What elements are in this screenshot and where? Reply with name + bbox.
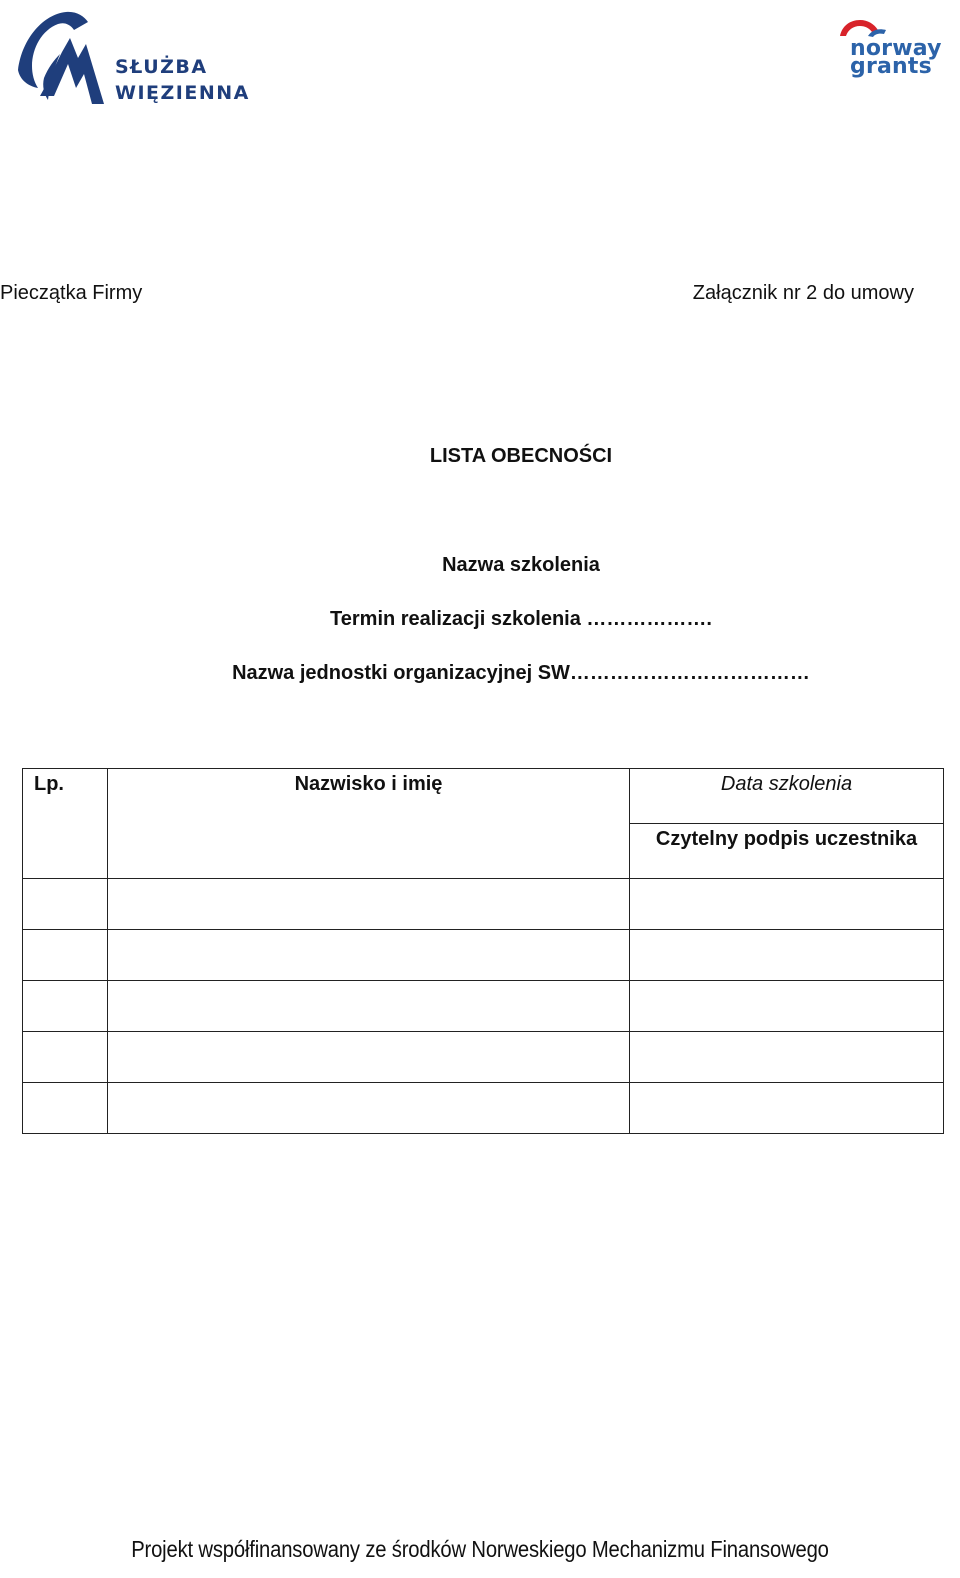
organizational-unit-label: Nazwa jednostki organizacyjnej SW……………………………… xyxy=(232,662,810,684)
name-cell[interactable] xyxy=(108,930,630,981)
name-cell[interactable] xyxy=(108,879,630,930)
logo-left-line1: SŁUŻBA xyxy=(115,56,208,78)
table-header-row xyxy=(23,769,944,824)
annex-label: Załącznik nr 2 do umowy xyxy=(692,282,914,304)
name-cell[interactable] xyxy=(108,1083,630,1134)
name-cell[interactable] xyxy=(108,1032,630,1083)
lp-cell[interactable] xyxy=(23,930,108,981)
header-lp: Lp. xyxy=(23,769,108,879)
sluzba-wiezienna-logo xyxy=(14,8,250,112)
training-term-label: Termin realizacji szkolenia ………………. xyxy=(330,608,712,630)
attendance-table xyxy=(22,768,944,1134)
company-stamp-label: Pieczątka Firmy xyxy=(0,282,143,304)
header-date: Data szkolenia xyxy=(630,769,944,824)
footer-funding-note: Projekt współfinansowany ze środków Norweskiego Mechanizmu Finansowego xyxy=(131,1536,829,1562)
table-row xyxy=(23,1032,944,1083)
lp-cell[interactable] xyxy=(23,981,108,1032)
lp-cell[interactable] xyxy=(23,879,108,930)
header-signature: Czytelny podpis uczestnika xyxy=(630,824,944,879)
lp-cell[interactable] xyxy=(23,1032,108,1083)
signature-cell[interactable] xyxy=(630,981,944,1032)
training-name-label: Nazwa szkolenia xyxy=(442,554,600,576)
table-row xyxy=(23,930,944,981)
document-title: LISTA OBECNOŚCI xyxy=(429,445,613,467)
norway-grants-logo xyxy=(836,14,952,80)
lp-cell[interactable] xyxy=(23,1083,108,1134)
logo-right-line2: grants xyxy=(850,54,932,79)
name-cell[interactable] xyxy=(108,981,630,1032)
table-row xyxy=(23,879,944,930)
table-row xyxy=(23,981,944,1032)
signature-cell[interactable] xyxy=(630,879,944,930)
logo-left-line2: WIĘZIENNA xyxy=(115,82,250,104)
logo-right-line1: norway xyxy=(850,36,942,61)
signature-cell[interactable] xyxy=(630,1083,944,1134)
signature-cell[interactable] xyxy=(630,930,944,981)
header-name: Nazwisko i imię xyxy=(108,769,630,879)
signature-cell[interactable] xyxy=(630,1032,944,1083)
table-row xyxy=(23,1083,944,1134)
sw-mountain-logo-icon xyxy=(14,8,114,108)
